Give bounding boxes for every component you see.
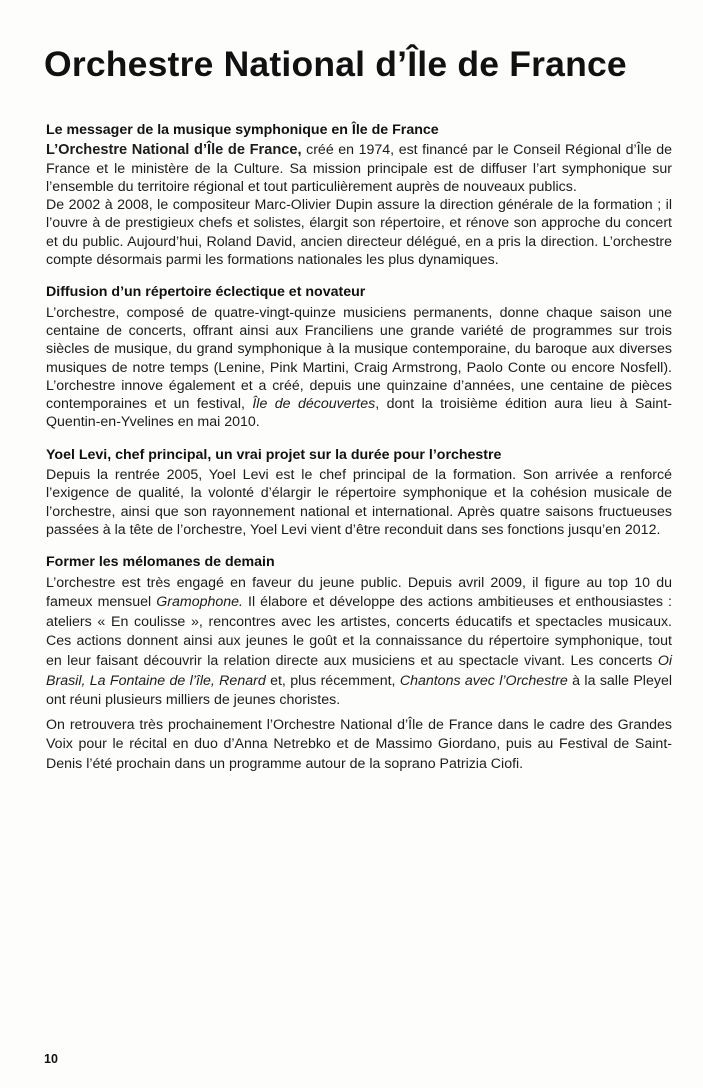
- paragraph: [46, 141, 672, 196]
- section-heading: Diffusion d’un répertoire éclectique et novateur: [46, 284, 366, 301]
- text-run: L’orchestre est très engagé en faveur du jeune public. Depuis avril 2009, il figure au top 10 du fameux mensuel: [46, 574, 672, 611]
- paragraph: [46, 196, 672, 269]
- text-run: à la salle Pleyel ont réuni plusieurs milliers de jeunes choristes.: [46, 672, 672, 709]
- text-run: Depuis la rentrée 2005, Yoel Levi est le chef principal de la formation. Son arrivée a renforcé l’exigence de qualité, la volonté d’élargir le répertoire symphonique et la cohésion musicale de l’orchestre, ainsi que son rayonnement national et international. Après quatre saisons fructueuses passées à la tête de l’orchestre, Yoel Levi vient d’être reconduit dans ses fonctions jusqu’en 2012.: [46, 467, 672, 538]
- italic-text: Île de découvertes: [252, 396, 376, 413]
- article-body: [46, 121, 672, 788]
- section-melomanes: [46, 553, 672, 774]
- section-messager: [46, 121, 672, 269]
- text-run: , dont la troisième édition aura lieu à Saint-Quentin-en-Yvelines en mai 2010.: [46, 396, 672, 431]
- paragraph: [46, 466, 672, 539]
- section-heading: Le messager de la musique symphonique en Île de France: [46, 122, 439, 138]
- section-heading: Former les mélomanes de demain: [46, 554, 275, 571]
- text-run: Il élabore et développe des actions ambitieuses et enthousiastes : ateliers « En coulisse », rencontres avec les artistes, concerts éducatifs et spectacles musicaux. Ces actions donnent ainsi aux jeunes le goût et la connaissance du répertoire symphonique, tout en leur faisant découvrir la relation directe aux musiciens et au spectacle vivant. Les concerts: [46, 594, 672, 669]
- page-number: 10: [44, 1052, 58, 1066]
- section-diffusion: [46, 283, 672, 431]
- page-title: Orchestre National d’Île de France: [44, 44, 627, 84]
- section-heading: Yoel Levi, chef principal, un vrai projet sur la durée pour l’orchestre: [46, 446, 502, 463]
- section-yoel-levi: [46, 446, 672, 539]
- paragraph: [46, 574, 672, 711]
- text-run: et, plus récemment,: [265, 672, 400, 689]
- italic-text: Oi Brasil, La Fontaine de l’île, Renard: [46, 652, 672, 689]
- text-run: On retrouvera très prochainement l’Orchestre National d’Île de France dans le cadre des Grandes Voix pour le récital en duo d’Anna Netrebko et de Massimo Giordano, puis au Festival de Saint-Denis l’été prochain dans un programme autour de la soprano Patrizia Ciofi.: [46, 716, 672, 772]
- lead-text: L’Orchestre National d’Île de France,: [46, 142, 302, 159]
- text-run: De 2002 à 2008, le compositeur Marc-Olivier Dupin assure la direction générale de la formation ; il l’ouvre à de prestigieux chefs et solistes, élargit son répertoire, et rénove son approche du concert et du public. Aujourd’hui, Roland David, ancien directeur délégué, en a pris la direction. L’orchestre compte désormais parmi les formations nationales les plus dynamiques.: [46, 197, 672, 269]
- paragraph: [46, 304, 672, 432]
- italic-text: Chantons avec l’Orchestre: [399, 672, 568, 689]
- text-run: créé en 1974, est financé par le Conseil Régional d’Île de France et le ministère de la Culture. Sa mission principale est de diffuser l’art symphonique sur l’ensemble du territoire régional et tout particulièrement auprès de nouveaux publics.: [46, 142, 672, 195]
- paragraph: [46, 716, 672, 775]
- text-run: L’orchestre, composé de quatre-vingt-quinze musiciens permanents, donne chaque saison une centaine de concerts, offrant ainsi aux Franciliens une grande variété de programmes sur trois siècles de musique, du grand symphonique à la musique contemporaine, du baroque aux diverses musiques de notre temps (Lenine, Pink Martini, Craig Armstrong, Paolo Conte ou encore Nosfell). L’orchestre innove également et a créé, depuis une quinzaine d’années, une centaine de pièces contemporaines et un festival,: [46, 304, 672, 413]
- italic-text: Gramophone.: [156, 594, 243, 611]
